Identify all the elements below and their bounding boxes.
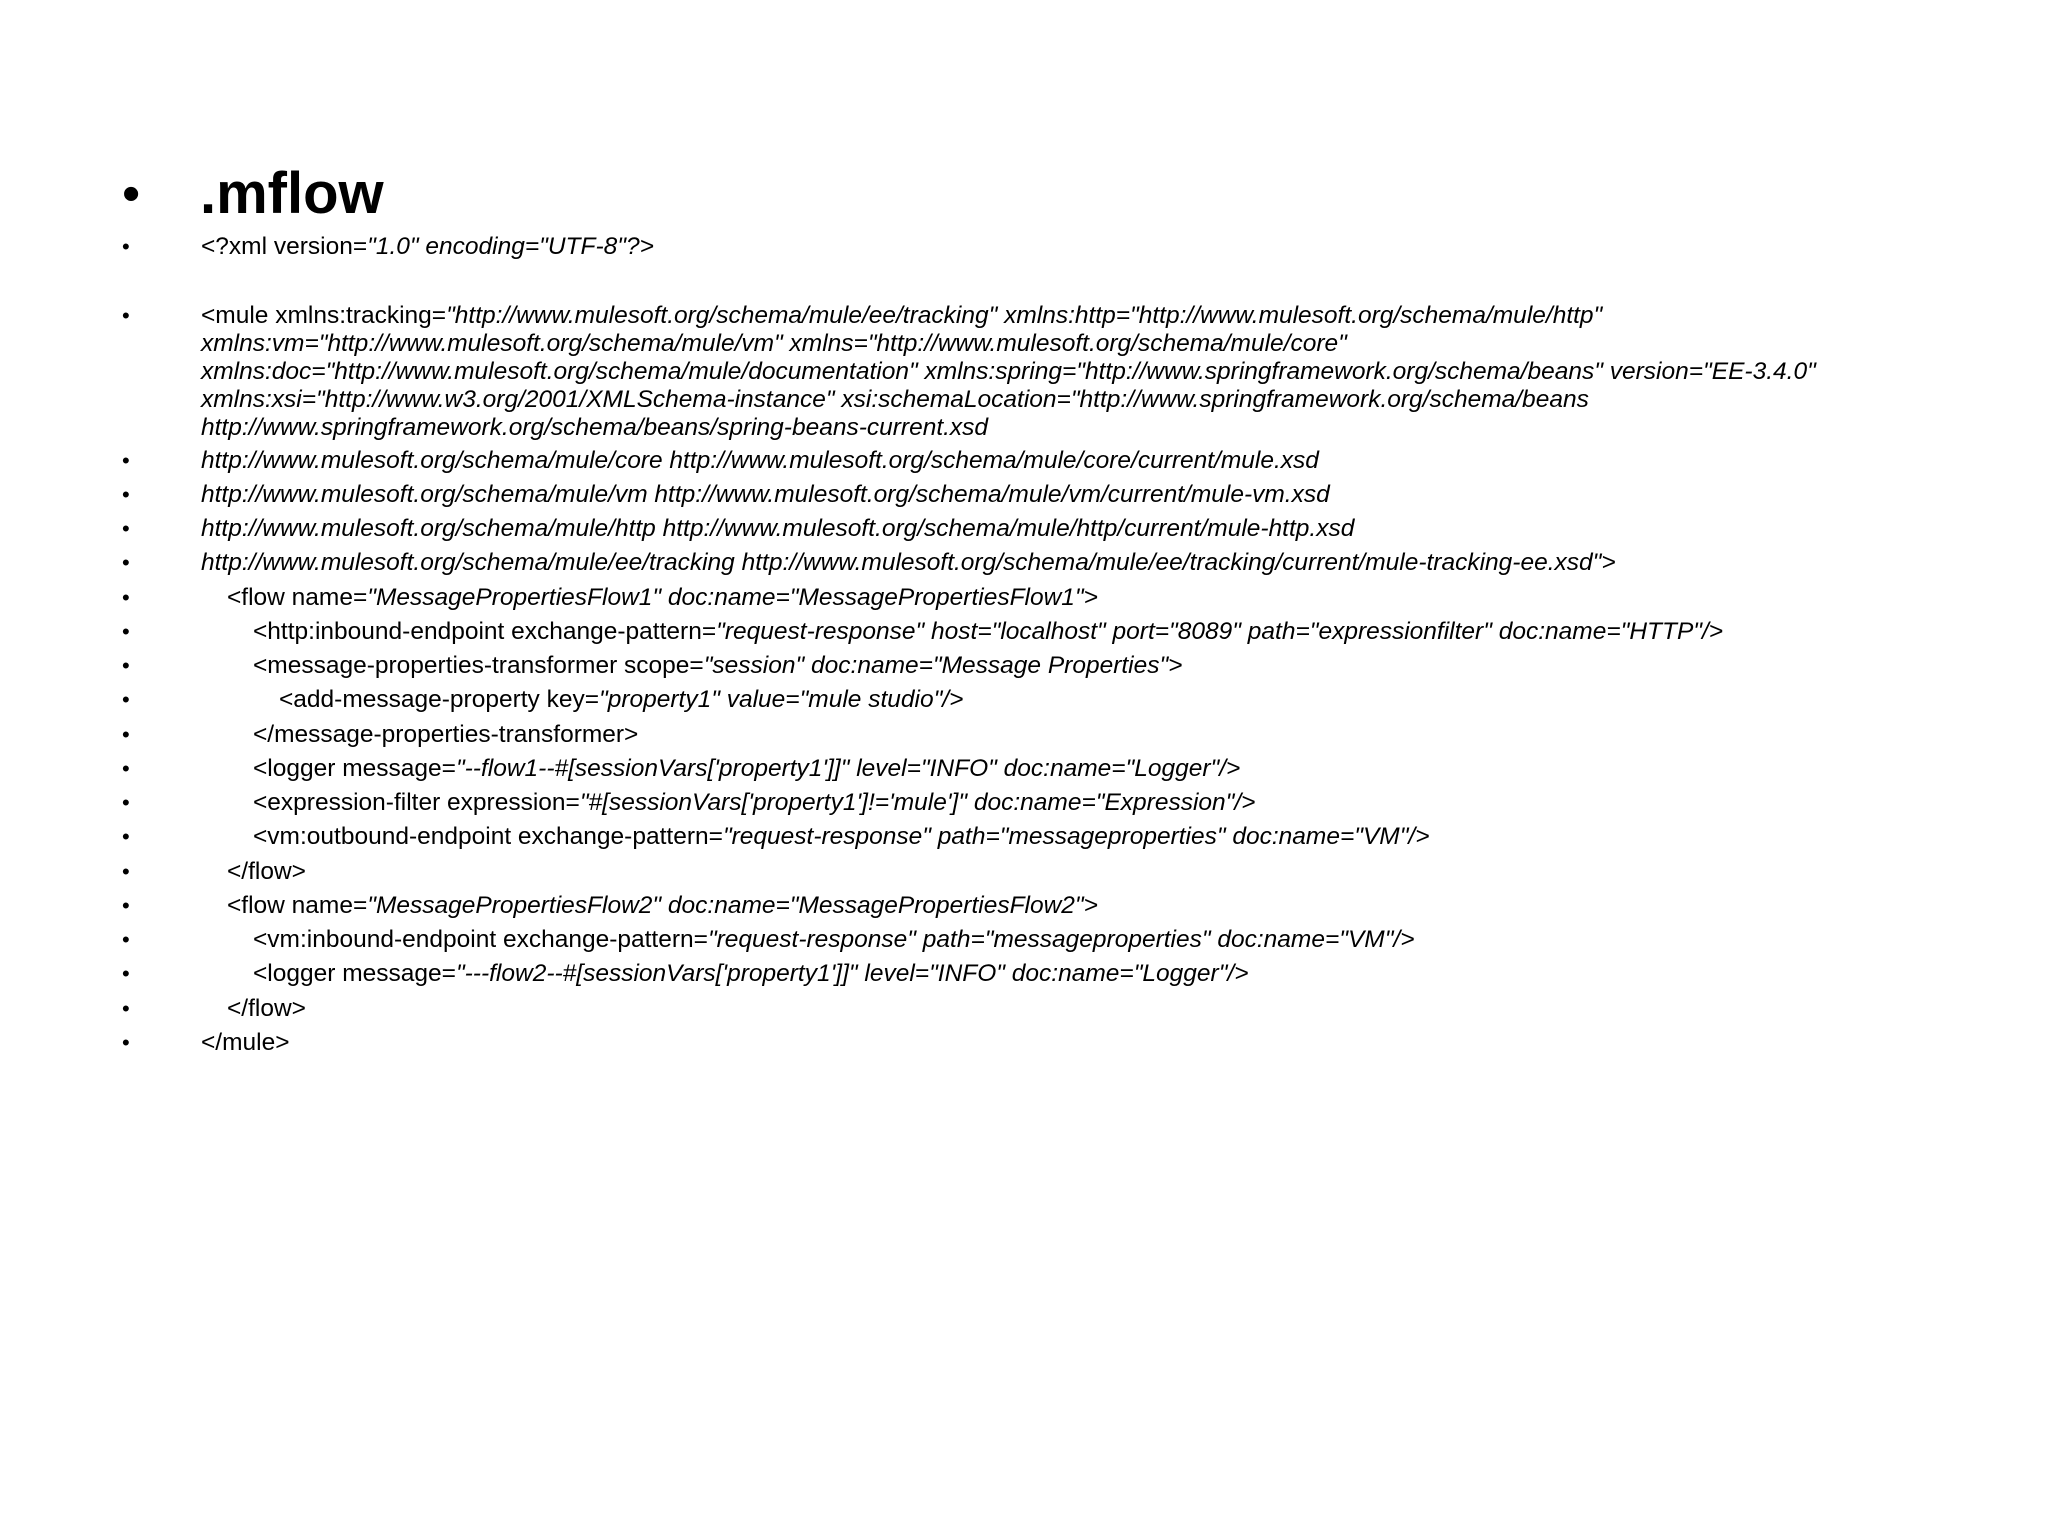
code-text [227,858,306,886]
code-attr-value: http://www.mulesoft.org/schema/mule/vm http://www.mulesoft.org/schema/mule/vm/current/mule-vm.xsd [201,481,1330,508]
code-attr-value: "1.0" encoding="UTF-8"?> [367,233,654,260]
list-bullet: • [122,619,130,644]
list-bullet: • [122,859,130,884]
code-tag: <expression-filter expression= [253,789,580,816]
code-attr-value: http://www.mulesoft.org/schema/mule/core http://www.mulesoft.org/schema/mule/core/current/mule.xsd [201,447,1319,474]
code-attr-value: "http://www.mulesoft.org/schema/mule/ee/tracking" xmlns:http="http://www.mulesoft.org/schema/mule/http" xmlns:vm="http://www.mulesoft.org/schema/mule/vm" xmlns="http://www.mulesoft.org/schema/mule/core" xmlns:doc="http://www.mulesoft.org/schema/mule/documentation" xmlns:spring="http://www.springframework.org/schema/beans" version="EE-3.4.0" xmlns:xsi="http://www.w3.org/2001/XMLSchema-instance" xsi:schemaLocation="http://www.springframework.org/schema/beans http://www.springframework.org/schema/beans/spring-beans-current.xsd [201,302,1823,441]
code-tag: </message-properties-transformer> [253,721,639,748]
code-tag: <logger message= [253,755,456,782]
code-tag: <add-message-property key= [279,686,600,713]
code-attr-value: "request-response" path="messageproperties" doc:name="VM"/> [722,823,1430,850]
list-bullet: • [122,927,130,952]
list-bullet: • [122,482,130,507]
code-text [253,755,1240,783]
list-bullet: • [122,653,130,678]
code-tag: <?xml version= [201,233,368,260]
code-attr-value: "property1" value="mule studio"/> [599,686,964,713]
code-text [253,823,1430,851]
code-attr-value: "MessagePropertiesFlow2" doc:name="MessagePropertiesFlow2"> [367,892,1098,919]
heading-bullet: • [122,165,141,223]
code-text [201,1029,290,1057]
code-attr-value: http://www.mulesoft.org/schema/mule/http http://www.mulesoft.org/schema/mule/http/current/mule-http.xsd [201,515,1355,542]
code-text [279,686,963,714]
code-attr-value: "session" doc:name="Message Properties"> [703,652,1183,679]
code-attr-value: "--flow1--#[sessionVars['property1']]" level="INFO" doc:name="Logger"/> [455,755,1241,782]
code-text [227,584,1098,612]
code-text [253,926,1415,954]
code-text [253,652,1183,680]
code-text [201,447,1319,475]
code-text [227,892,1098,920]
code-tag: </flow> [227,858,306,885]
code-text [201,481,1330,509]
code-text [201,233,654,261]
slide-title: .mflow [200,161,384,226]
list-bullet: • [122,824,130,849]
code-tag: <vm:inbound-endpoint exchange-pattern= [253,926,708,953]
list-bullet: • [122,516,130,541]
list-bullet: • [122,585,130,610]
code-text [253,789,1255,817]
code-attr-value: http://www.mulesoft.org/schema/mule/ee/tracking http://www.mulesoft.org/schema/mule/ee/tracking/current/mule-tracking-ee.xsd"> [201,549,1616,576]
code-tag: <flow name= [227,584,368,611]
list-bullet: • [122,790,130,815]
code-tag: <vm:outbound-endpoint exchange-pattern= [253,823,723,850]
code-tag: <logger message= [253,960,456,987]
code-tag: </mule> [201,1029,290,1056]
code-text [253,618,1723,646]
code-tag: <http:inbound-endpoint exchange-pattern= [253,618,717,645]
code-text [201,302,1946,442]
list-bullet: • [122,961,130,986]
list-bullet: • [122,687,130,712]
list-bullet: • [122,893,130,918]
code-text [253,960,1249,988]
list-bullet: • [122,550,130,575]
code-tag: <flow name= [227,892,368,919]
code-text [201,515,1354,543]
code-tag: <mule xmlns:tracking= [201,302,447,329]
code-attr-value: "---flow2--#[sessionVars['property1']]" level="INFO" doc:name="Logger"/> [455,960,1249,987]
list-bullet: • [122,448,130,473]
code-attr-value: "request-response" path="messageproperties" doc:name="VM"/> [707,926,1415,953]
code-tag: </flow> [227,995,306,1022]
list-bullet: • [122,996,130,1021]
list-bullet: • [122,1030,130,1055]
code-text [227,995,306,1023]
list-bullet: • [122,756,130,781]
code-tag: <message-properties-transformer scope= [253,652,704,679]
code-attr-value: "MessagePropertiesFlow1" doc:name="MessagePropertiesFlow1"> [367,584,1098,611]
code-attr-value: "#[sessionVars['property1']!='mule']" doc:name="Expression"/> [579,789,1256,816]
list-bullet: • [122,234,130,259]
code-text [201,549,1616,577]
code-attr-value: "request-response" host="localhost" port="8089" path="expressionfilter" doc:name="HTTP"/> [716,618,1724,645]
code-text [253,721,638,749]
list-bullet: • [122,303,130,328]
list-bullet: • [122,722,130,747]
